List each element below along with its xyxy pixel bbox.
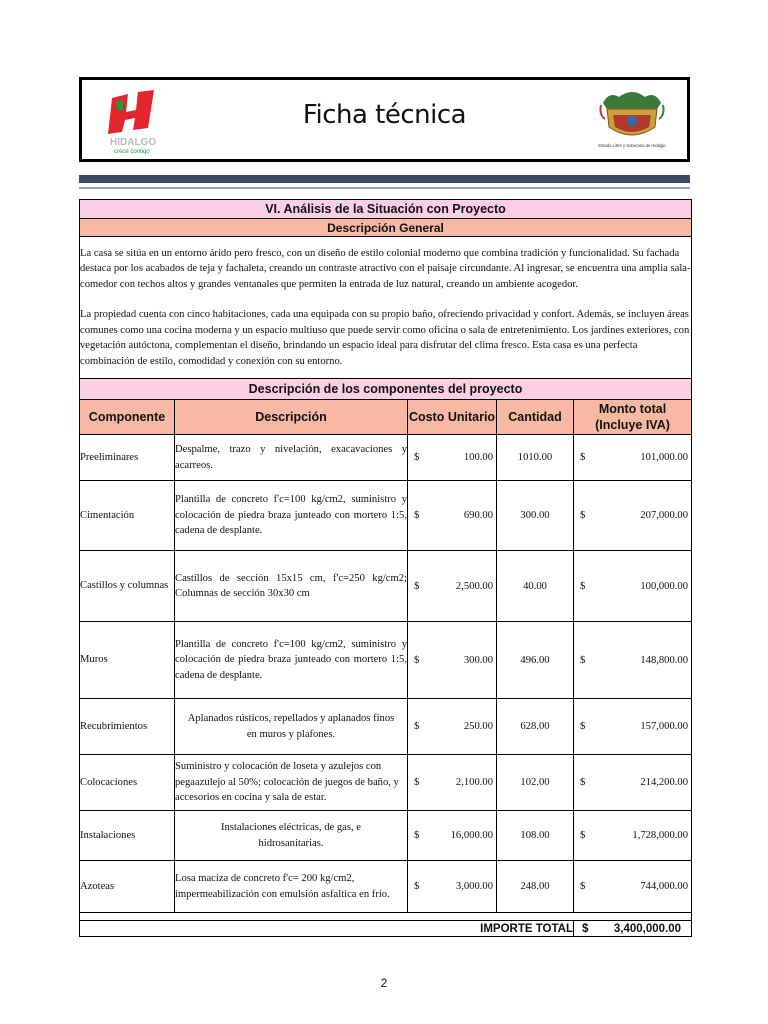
currency-symbol: $ — [580, 580, 586, 592]
row-descripcion: Despalme, trazo y nivelación, exacavaciones y acarreos. — [175, 435, 408, 481]
row-descripcion: Plantilla de concreto f'c=100 kg/cm2, suministro y colocación de piedra braza junteado con mortero 1:5, cadena de desplante. — [175, 622, 408, 699]
monto-value: 148,800.00 — [640, 654, 689, 666]
costo-value: 16,000.00 — [450, 830, 493, 841]
row-componente: Instalaciones — [80, 811, 175, 861]
costo-value: 2,100.00 — [455, 777, 493, 788]
currency-symbol: $ — [414, 777, 420, 788]
row-cantidad: 628.00 — [497, 699, 574, 755]
row-componente: Preeliminares — [80, 435, 175, 481]
row-costo — [408, 435, 497, 481]
total-amount — [574, 921, 692, 937]
total-value: 3,400,000.00 — [613, 922, 682, 935]
row-monto — [574, 755, 692, 811]
costo-value: 100.00 — [463, 452, 493, 463]
coat-of-arms-caption: Estado Libre y Soberano de Hidalgo — [598, 143, 666, 148]
row-cantidad: 1010.00 — [497, 435, 574, 481]
components-heading: Descripción de los componentes del proyecto — [80, 379, 692, 400]
monto-value: 207,000.00 — [640, 510, 689, 521]
row-costo — [408, 481, 497, 551]
currency-symbol: $ — [580, 777, 586, 788]
monto-value: 744,000.00 — [640, 881, 689, 892]
table-row — [80, 861, 692, 913]
row-cantidad: 102.00 — [497, 755, 574, 811]
row-descripcion: Plantilla de concreto f'c=100 kg/cm2, suministro y colocación de piedra braza junteado con mortero 1:5, cadena de desplante. — [175, 481, 408, 551]
row-monto — [574, 861, 692, 913]
monto-value: 1,728,000.00 — [632, 830, 689, 841]
hidalgo-logo-slogan: crece contigo — [114, 149, 150, 154]
document-header — [79, 77, 690, 162]
row-cantidad: 496.00 — [497, 622, 574, 699]
row-monto — [574, 435, 692, 481]
row-descripcion: Aplanados rústicos, repellados y aplanados finos en muros y plafones. — [175, 699, 408, 755]
row-cantidad: 248.00 — [497, 861, 574, 913]
state-coat-of-arms-icon — [597, 85, 667, 157]
monto-value: 214,200.00 — [640, 777, 689, 788]
total-row — [80, 921, 692, 937]
section-title: VI. Análisis de la Situación con Proyecto — [80, 200, 692, 219]
row-descripcion: Instalaciones eléctricas, de gas, e hidrosanitarias. — [175, 811, 408, 861]
currency-symbol: $ — [582, 922, 589, 935]
page-title: Ficha técnica — [302, 100, 467, 130]
monto-value: 100,000.00 — [640, 580, 689, 592]
table-row — [80, 551, 692, 622]
costo-value: 250.00 — [463, 721, 493, 732]
monto-value: 157,000.00 — [640, 721, 689, 732]
row-componente: Cimentación — [80, 481, 175, 551]
row-costo — [408, 861, 497, 913]
row-costo — [408, 622, 497, 699]
currency-symbol: $ — [414, 452, 420, 463]
row-componente: Muros — [80, 622, 175, 699]
column-header-costo: Costo Unitario — [408, 400, 497, 435]
column-header-cantidad: Cantidad — [497, 400, 574, 435]
general-description-heading: Descripción General — [80, 219, 692, 237]
row-cantidad: 108.00 — [497, 811, 574, 861]
hidalgo-logo-text: HIDALGO — [110, 137, 157, 148]
row-descripcion: Castillos de sección 15x15 cm, f'c=250 kg/cm2; Columnas de sección 30x30 cm — [175, 551, 408, 622]
row-cantidad: 40.00 — [497, 551, 574, 622]
currency-symbol: $ — [580, 510, 586, 521]
row-cantidad: 300.00 — [497, 481, 574, 551]
row-componente: Azoteas — [80, 861, 175, 913]
table-row — [80, 699, 692, 755]
currency-symbol: $ — [414, 510, 420, 521]
table-row — [80, 622, 692, 699]
description-paragraph: La propiedad cuenta con cinco habitaciones, cada una equipada con su propio baño, ofreciendo privacidad y confort. Además, se incluyen áreas comunes como una cocina moderna y un espacio multiuso que puede servir como oficina o sala de entretenimiento. Los jardines exteriores, con vegetación autóctona, complementan el diseño, brindando un espacio ideal para disfrutar del clima fresco. Esta casa es una perfecta combinación de estilo, comodidad y conexión con su entorno. — [80, 309, 690, 367]
costo-value: 300.00 — [463, 654, 493, 666]
currency-symbol: $ — [580, 654, 586, 666]
currency-symbol: $ — [414, 654, 420, 666]
costo-value: 2,500.00 — [455, 580, 493, 592]
table-row — [80, 811, 692, 861]
currency-symbol: $ — [414, 830, 420, 841]
row-descripcion: Suministro y colocación de loseta y azulejos con pegaazulejo al 50%; colocación de juegos de baño, y accesorios en cocina y sala de estar. — [175, 755, 408, 811]
header-divider — [79, 175, 690, 183]
table-row — [80, 755, 692, 811]
total-label: IMPORTE TOTAL — [80, 921, 574, 937]
row-descripcion: Losa maciza de concreto f'c= 200 kg/cm2, impermeabilización con emulsión asfaltica en frio. — [175, 861, 408, 913]
currency-symbol: $ — [580, 452, 586, 463]
table-row — [80, 481, 692, 551]
row-componente: Recubrimientos — [80, 699, 175, 755]
row-costo — [408, 699, 497, 755]
spacer-row — [80, 913, 692, 921]
row-monto — [574, 622, 692, 699]
currency-symbol: $ — [580, 721, 586, 732]
row-componente: Castillos y columnas — [80, 551, 175, 622]
header-divider-thin — [79, 187, 690, 189]
description-paragraph: La casa se sitúa en un entorno árido pero fresco, con un diseño de estilo colonial moderno que combina tradición y funcionalidad. Su fachada destaca por los acabados de teja y fachaleta, creando un contraste atractivo con el paisaje circundante. Al ingresar, se encuentra una amplia sala-comedor con techos altos y grandes ventanales que permiten la entrada de luz natural, creando un ambiente acogedor. — [80, 247, 691, 290]
currency-symbol: $ — [414, 881, 420, 892]
costo-value: 3,000.00 — [455, 881, 493, 892]
currency-symbol: $ — [414, 580, 420, 592]
row-costo — [408, 755, 497, 811]
currency-symbol: $ — [580, 830, 586, 841]
row-monto — [574, 699, 692, 755]
row-monto — [574, 551, 692, 622]
column-header-monto: Monto total (Incluye IVA) — [574, 400, 692, 435]
column-header-componente: Componente — [80, 400, 175, 435]
currency-symbol: $ — [414, 721, 420, 732]
general-description — [80, 237, 692, 379]
page-number: 2 — [380, 976, 388, 990]
row-costo — [408, 811, 497, 861]
row-monto — [574, 481, 692, 551]
currency-symbol: $ — [580, 881, 586, 892]
costo-value: 690.00 — [463, 510, 493, 521]
column-header-descripcion: Descripción — [175, 400, 408, 435]
monto-value: 101,000.00 — [640, 452, 689, 463]
row-costo — [408, 551, 497, 622]
row-monto — [574, 811, 692, 861]
project-analysis-table — [79, 199, 692, 937]
row-componente: Colocaciones — [80, 755, 175, 811]
table-row — [80, 435, 692, 481]
